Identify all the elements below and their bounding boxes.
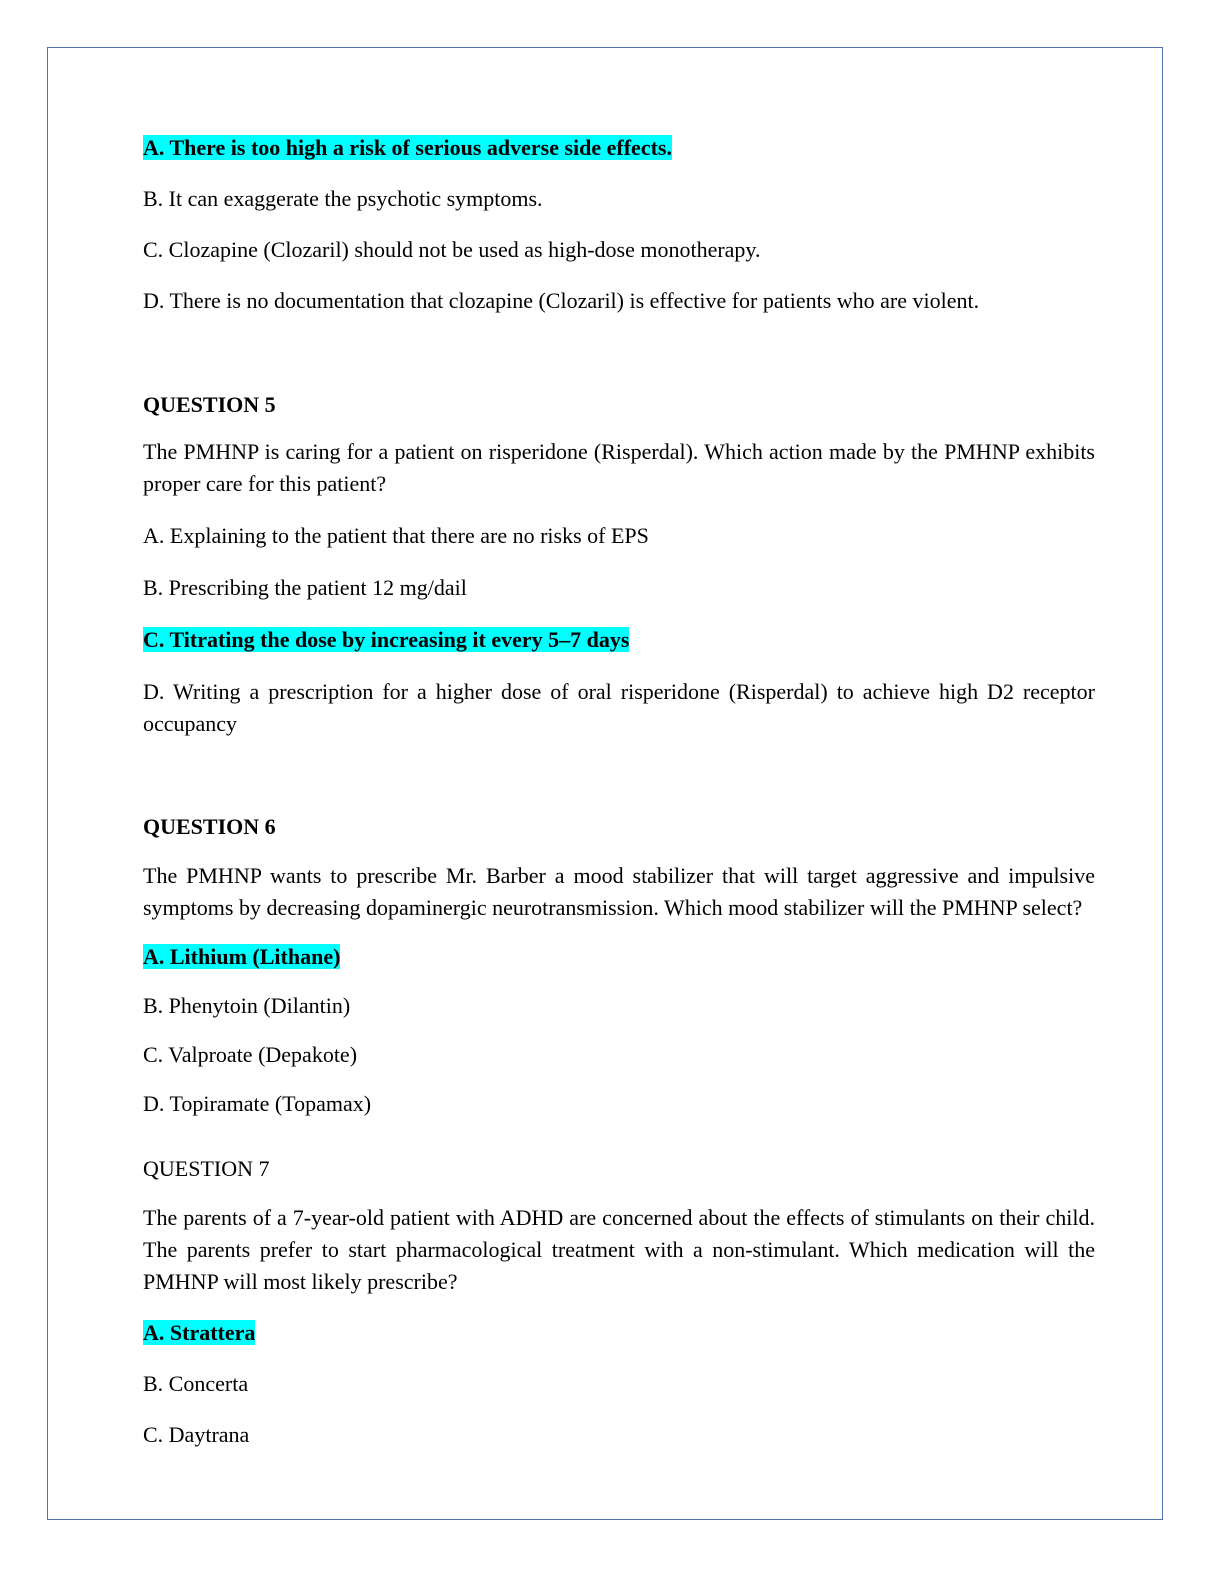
q4-option-c: C. Clozapine (Clozaril) should not be used as high-dose monotherapy. xyxy=(143,237,761,262)
q6-option-d: D. Topiramate (Topamax) xyxy=(143,1091,372,1116)
question-4-options xyxy=(143,132,1095,317)
correct-answer-highlight: A. Strattera xyxy=(143,1320,256,1345)
q5-option-b: B. Prescribing the patient 12 mg/dail xyxy=(143,575,467,600)
correct-answer-highlight: C. Titrating the dose by increasing it every 5–7 days xyxy=(143,627,630,652)
document-body xyxy=(143,132,1095,1451)
question-5-heading: QUESTION 5 xyxy=(143,392,276,417)
q4-option-d: D. There is no documentation that clozapine (Clozaril) is effective for patients who are violent. xyxy=(143,288,980,313)
question-6-heading: QUESTION 6 xyxy=(143,814,276,839)
question-7-stem: The parents of a 7-year-old patient with ADHD are concerned about the effects of stimulants on their child. The parents prefer to start pharmacological treatment with a non-stimulant. Which medication will the PMHNP will most likely prescribe? xyxy=(143,1205,1095,1294)
question-5 xyxy=(143,389,1095,740)
q5-option-a: A. Explaining to the patient that there are no risks of EPS xyxy=(143,523,649,548)
q7-option-b: B. Concerta xyxy=(143,1371,249,1396)
q5-option-c xyxy=(143,624,1095,656)
q4-option-a xyxy=(143,132,1095,164)
question-7-heading: QUESTION 7 xyxy=(143,1156,270,1181)
q6-option-a xyxy=(143,941,1095,973)
question-7 xyxy=(143,1153,1095,1451)
q6-option-b: B. Phenytoin (Dilantin) xyxy=(143,993,351,1018)
q7-option-a xyxy=(143,1317,1095,1349)
correct-answer-highlight: A. Lithium (Lithane) xyxy=(143,944,341,969)
question-5-stem: The PMHNP is caring for a patient on risperidone (Risperdal). Which action made by the PMHNP exhibits proper care for this patient? xyxy=(143,439,1095,496)
q4-option-b: B. It can exaggerate the psychotic symptoms. xyxy=(143,186,543,211)
q7-option-c: C. Daytrana xyxy=(143,1422,250,1447)
question-6 xyxy=(143,811,1095,1120)
q6-option-c: C. Valproate (Depakote) xyxy=(143,1042,358,1067)
question-6-stem: The PMHNP wants to prescribe Mr. Barber a mood stabilizer that will target aggressive and impulsive symptoms by decreasing dopaminergic neurotransmission. Which mood stabilizer will the PMHNP select? xyxy=(143,863,1095,920)
q5-option-d: D. Writing a prescription for a higher dose of oral risperidone (Risperdal) to achieve high D2 receptor occupancy xyxy=(143,679,1095,736)
correct-answer-highlight: A. There is too high a risk of serious adverse side effects. xyxy=(143,135,672,160)
